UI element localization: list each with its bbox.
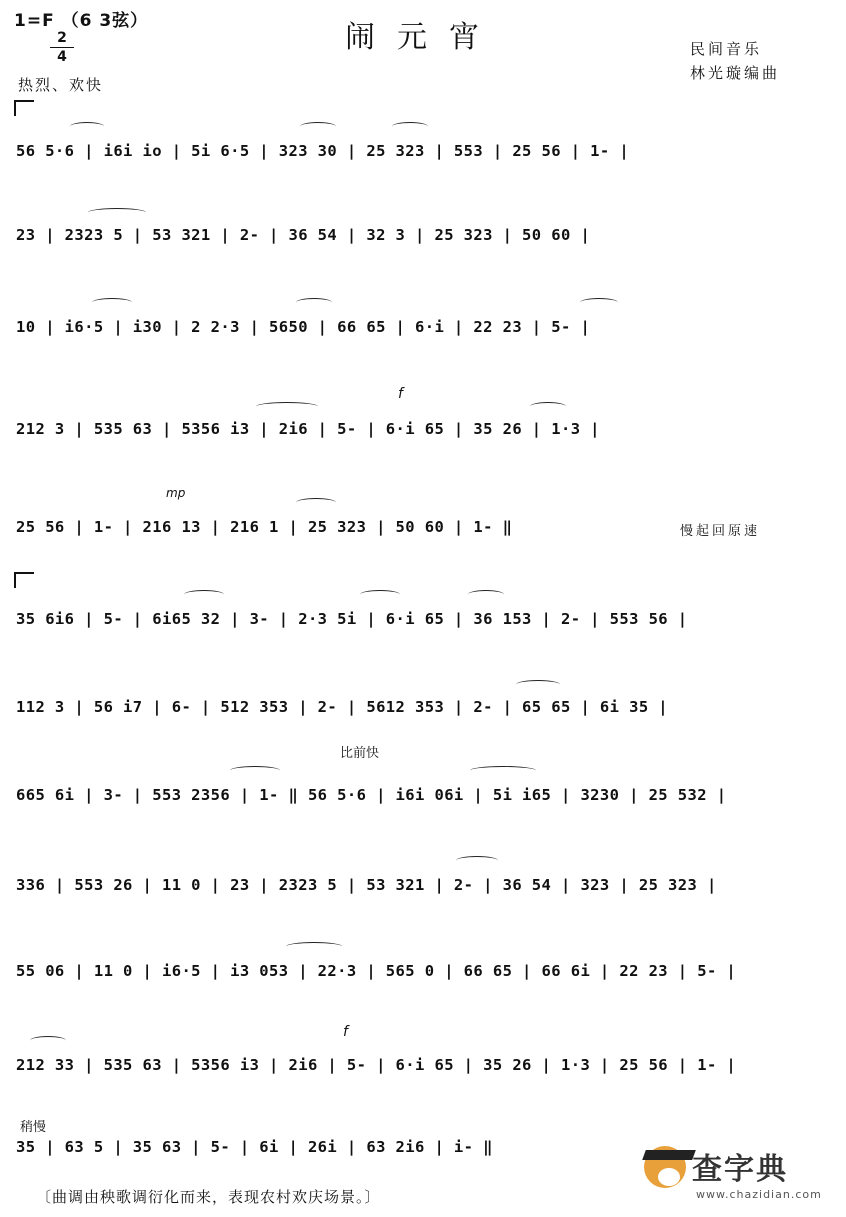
score-line-12: 35 | 63 5 | 35 63 | 5- | 6i | 26i | 63 2i6 | i- ‖ [16, 1138, 493, 1156]
slur-mark [516, 680, 560, 689]
score-line-11: 212 33 | 535 63 | 5356 i3 | 2i6 | 5- | 6·i 65 | 35 26 | 1·3 | 25 56 | 1- | [16, 1056, 737, 1074]
dynamic-forte-2: f [343, 1024, 348, 1040]
tempo-slower-note: 稍慢 [20, 1120, 47, 1135]
credit-arranger: 林光璇编曲 [690, 64, 781, 82]
tempo-faster-note: 比前快 [340, 746, 380, 761]
slur-mark [300, 122, 336, 131]
score-line-9: 336 | 553 26 | 11 0 | 23 | 2323 5 | 53 321 | 2- | 36 54 | 323 | 25 323 | [16, 876, 717, 894]
slur-mark [360, 590, 400, 599]
score-line-3: 10 | i6·5 | i30 | 2 2·3 | 5650 | 66 65 | 6·i | 22 23 | 5- | [16, 318, 591, 336]
slur-mark [530, 402, 566, 411]
slur-mark [580, 298, 618, 307]
slur-mark [88, 208, 146, 217]
tempo-marking: 热烈、欢快 [18, 76, 104, 94]
page-title: 闹元宵 [345, 20, 501, 55]
score-line-4: 212 3 | 535 63 | 5356 i3 | 2i6 | 5- | 6·i 65 | 35 26 | 1·3 | [16, 420, 600, 438]
tempo-return-note: 慢起回原速 [680, 524, 761, 539]
meter-top: 2 [57, 30, 67, 46]
dynamic-forte: f [398, 386, 403, 402]
key-signature: 1=F （6 3弦） [14, 11, 149, 31]
score-line-6: 35 6i6 | 5- | 6i65 32 | 3- | 2·3 5i | 6·i 65 | 36 153 | 2- | 553 56 | [16, 610, 688, 628]
slur-mark [184, 590, 224, 599]
slur-mark [392, 122, 428, 131]
score-line-5: 25 56 | 1- | 216 13 | 216 1 | 25 323 | 50 60 | 1- ‖ [16, 518, 513, 536]
slur-mark [70, 122, 104, 131]
slur-mark [286, 942, 342, 951]
site-logo [640, 1138, 836, 1208]
slur-mark [256, 402, 318, 411]
score-line-2: 23 | 2323 5 | 53 321 | 2- | 36 54 | 32 3 | 25 323 | 50 60 | [16, 226, 591, 244]
slur-mark [30, 1036, 66, 1045]
logo-name: 查字典 [692, 1152, 788, 1187]
logo-url: www.chazidian.com [696, 1188, 822, 1201]
score-line-8: 665 6i | 3- | 553 2356 | 1- ‖ 56 5·6 | i6i 06i | 5i i65 | 3230 | 25 532 | [16, 786, 727, 804]
slur-mark [296, 298, 332, 307]
cap-board [642, 1150, 696, 1160]
slur-mark [92, 298, 132, 307]
face-shape [658, 1168, 680, 1186]
graduate-cap-icon [644, 1146, 686, 1188]
slur-mark [456, 856, 498, 865]
credit-origin: 民间音乐 [690, 40, 763, 58]
slur-mark [470, 766, 536, 775]
score-line-1: 56 5·6 | i6i io | 5i 6·5 | 323 30 | 25 323 | 553 | 25 56 | 1- | [16, 142, 630, 160]
slur-mark [230, 766, 280, 775]
repeat-bracket-start [14, 100, 34, 116]
score-line-10: 55 06 | 11 0 | i6·5 | i3 053 | 22·3 | 565 0 | 66 65 | 66 6i | 22 23 | 5- | [16, 962, 737, 980]
footnote: 〔曲调由秧歌调衍化而来，表现农村欢庆场景。〕 [36, 1188, 381, 1206]
dynamic-mezzo-piano: mp [166, 486, 186, 500]
repeat-bracket-second [14, 572, 34, 588]
meter-bottom: 4 [57, 49, 67, 65]
score-line-7: 112 3 | 56 i7 | 6- | 512 353 | 2- | 5612 353 | 2- | 65 65 | 6i 35 | [16, 698, 669, 716]
slur-mark [296, 498, 336, 507]
slur-mark [468, 590, 504, 599]
